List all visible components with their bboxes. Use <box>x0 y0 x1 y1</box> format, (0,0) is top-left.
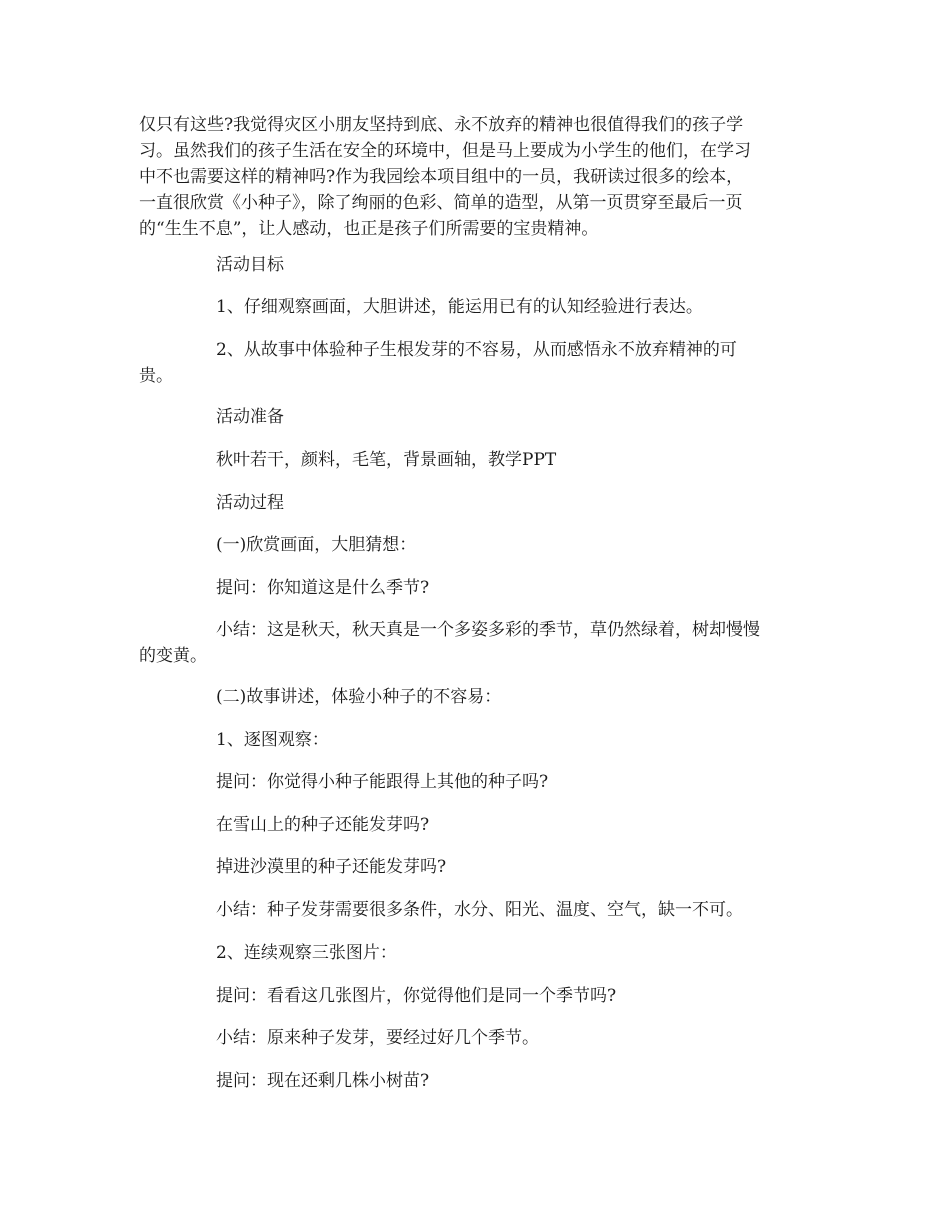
intro-line-3: 中不也需要这样的精神吗?作为我园绘本项目组中的一员，我研读过很多的绘本， <box>139 167 744 187</box>
question-6: 提问：现在还剩几株小树苗? <box>216 1071 430 1091</box>
question-4: 掉进沙漠里的种子还能发芽吗? <box>216 857 447 877</box>
summary-1-line-1: 小结：这是秋天，秋天真是一个多姿多彩的季节，草仍然绿着，树却慢慢 <box>216 620 760 640</box>
heading-goals: 活动目标 <box>216 255 284 275</box>
question-5: 提问：看看这几张图片，你觉得他们是同一个季节吗? <box>216 986 617 1006</box>
summary-1-line-2: 的变黄。 <box>139 646 207 666</box>
question-2: 提问：你觉得小种子能跟得上其他的种子吗? <box>216 772 549 792</box>
goal-2 <box>139 337 829 389</box>
intro-line-2: 习。虽然我们的孩子生活在安全的环境中，但是马上要成为小学生的他们，在学习 <box>139 141 751 161</box>
step-2: 2、连续观察三张图片： <box>216 943 397 963</box>
heading-prep: 活动准备 <box>216 407 284 427</box>
intro-line-1: 仅只有这些?我觉得灾区小朋友坚持到底、永不放弃的精神也很值得我们的孩子学 <box>139 115 744 135</box>
summary-1 <box>139 617 829 669</box>
section-1-heading: (一)欣赏画面，大胆猜想： <box>216 535 417 555</box>
summary-2: 小结：种子发芽需要很多条件，水分、阳光、温度、空气，缺一不可。 <box>216 900 743 920</box>
section-2-heading: (二)故事讲述，体验小种子的不容易： <box>216 687 502 707</box>
goal-2-line-1: 2、从故事中体验种子生根发芽的不容易，从而感悟永不放弃精神的可 <box>216 340 737 360</box>
question-1: 提问：你知道这是什么季节? <box>216 578 430 598</box>
heading-process: 活动过程 <box>216 493 284 513</box>
summary-3: 小结：原来种子发芽，要经过好几个季节。 <box>216 1028 539 1048</box>
goal-1: 1、仔细观察画面，大胆讲述，能运用已有的认知经验进行表达。 <box>216 297 703 317</box>
intro-line-5: 的“生生不息”，让人感动，也正是孩子们所需要的宝贵精神。 <box>139 219 599 239</box>
step-1: 1、逐图观察： <box>216 730 329 750</box>
goal-2-line-2: 贵。 <box>139 366 173 386</box>
question-3: 在雪山上的种子还能发芽吗? <box>216 815 430 835</box>
intro-line-4: 一直很欣赏《小种子》，除了绚丽的色彩、简单的造型，从第一页贯穿至最后一页 <box>139 193 743 213</box>
intro-paragraph <box>139 112 829 242</box>
prep-text: 秋叶若干，颜料，毛笔，背景画轴，教学PPT <box>216 450 557 470</box>
